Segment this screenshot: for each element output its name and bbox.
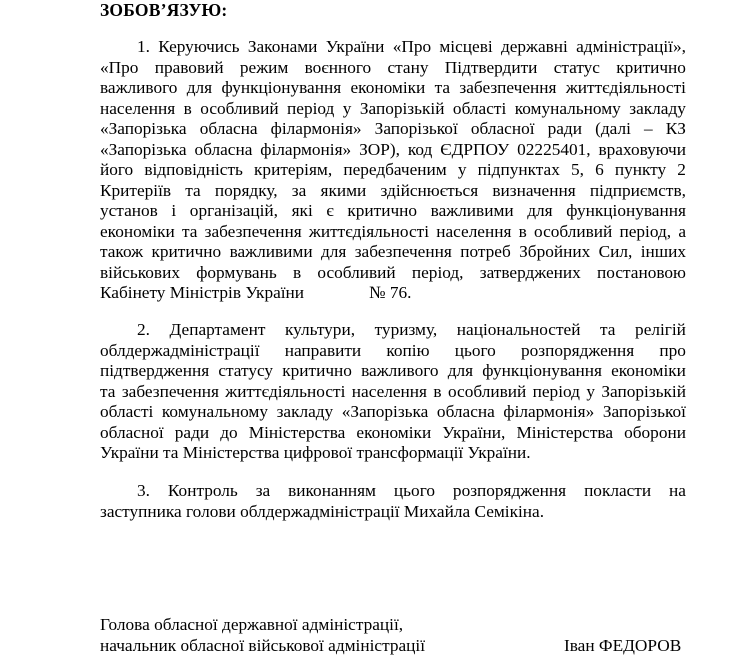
word: України <box>325 37 385 56</box>
word: забезпечення <box>204 221 302 241</box>
word: важливого <box>361 361 439 380</box>
word: а <box>678 221 686 241</box>
word: та <box>100 381 116 401</box>
word: важливими <box>430 201 514 220</box>
word: ЄДРПОУ <box>440 139 510 159</box>
word: 3. <box>137 481 150 500</box>
word: у <box>342 98 352 118</box>
word: обласна <box>194 139 253 159</box>
cabinet-text: Кабінету Міністрів України <box>100 283 305 302</box>
word: «Запорізька <box>341 402 429 421</box>
word: обласна <box>199 119 258 138</box>
paragraph-line <box>100 341 686 362</box>
word: населення <box>100 98 176 118</box>
paragraph-line <box>100 78 686 99</box>
word: філармонія» <box>270 119 362 138</box>
word: визначення <box>492 180 576 200</box>
word: установ <box>100 201 158 220</box>
word: формувань <box>196 262 277 282</box>
word: обласної <box>470 119 535 138</box>
word: (далі <box>595 119 631 138</box>
word: Запорізької <box>374 119 458 138</box>
word: КЗ <box>665 119 686 138</box>
word: Департамент <box>169 320 266 339</box>
word: релігій <box>635 320 686 339</box>
word: Підтвердити <box>444 57 538 77</box>
paragraph-last-line <box>100 283 686 304</box>
word: культури, <box>284 320 356 339</box>
paragraph-line <box>100 382 686 403</box>
word: які <box>291 201 313 220</box>
word: функціонування <box>566 201 686 220</box>
paragraph-line <box>100 181 686 202</box>
word: про <box>659 340 686 360</box>
word: затверджених <box>479 262 581 282</box>
word: економіки <box>350 78 426 97</box>
word: Запорізької <box>602 402 686 421</box>
word: є <box>326 201 334 220</box>
signature-position <box>100 615 425 656</box>
word: «Про <box>392 37 432 56</box>
word: філармонія» <box>503 402 595 421</box>
word: Керуючись <box>158 37 240 56</box>
word: і <box>171 201 177 220</box>
paragraph-last-line: заступника голови облдержадміністрації Михайла Семікіна. <box>100 501 545 521</box>
word: області <box>100 402 154 421</box>
word: 5, <box>570 160 584 179</box>
word: враховуючи <box>598 139 686 159</box>
word: забезпечення <box>354 242 452 261</box>
paragraph-line <box>100 263 686 284</box>
word: та <box>185 180 201 200</box>
word: життєдіяльності <box>225 381 346 401</box>
word: 2. <box>137 320 150 339</box>
word: в <box>518 221 527 241</box>
order-heading: ЗОБОВ’ЯЗУЮ: <box>100 0 228 20</box>
word: «Запорізька <box>100 119 187 138</box>
word: в <box>433 381 442 401</box>
word: пункту <box>614 160 667 179</box>
word: Міністерства <box>516 422 614 442</box>
word: філармонія» <box>260 139 352 159</box>
word: для <box>186 78 213 97</box>
word: функціонування <box>221 78 342 97</box>
word: «Запорізька <box>100 139 187 159</box>
word: економіки <box>611 361 686 380</box>
paragraph-line <box>100 160 686 181</box>
word: Критеріїв <box>100 180 172 200</box>
word: державні <box>500 37 568 56</box>
word: забезпечення <box>121 381 219 401</box>
word: 02225401, <box>517 139 591 159</box>
word: цього <box>454 340 496 360</box>
word: життєдіяльності <box>565 78 686 97</box>
word: 6 <box>595 160 604 179</box>
word: важливого <box>100 78 178 97</box>
word: особливий <box>447 381 527 401</box>
word: обласної <box>100 422 164 442</box>
word: режим <box>239 57 289 77</box>
word: критично <box>151 242 222 261</box>
word: копію <box>386 340 430 360</box>
word: військових <box>100 262 180 282</box>
word: закладу <box>276 402 334 421</box>
word: розпорядження <box>452 481 567 500</box>
word: функціонування <box>482 361 602 380</box>
word: економіки <box>356 422 432 442</box>
word: закладу <box>629 98 686 118</box>
word: воєнного <box>304 57 372 77</box>
word: період, <box>619 221 672 241</box>
word: статус <box>553 57 600 77</box>
paragraph-line <box>100 361 686 382</box>
paragraph-2 <box>100 320 686 464</box>
word: стану <box>387 57 429 77</box>
word: підтвердження <box>100 361 210 380</box>
paragraph-line <box>100 222 686 243</box>
paragraph-line <box>100 402 686 423</box>
word: код <box>407 139 433 159</box>
word: у <box>586 381 595 401</box>
word: здійснюється <box>380 180 479 200</box>
word: критеріям, <box>254 160 333 179</box>
word: Запорізькій <box>601 381 686 401</box>
word: підпунктах <box>477 160 560 179</box>
word: та <box>434 78 451 97</box>
paragraph-line <box>100 423 686 444</box>
word: важливими <box>229 242 313 261</box>
word: національностей <box>456 320 581 339</box>
word: період <box>287 98 335 118</box>
word: постановою <box>597 262 686 282</box>
signature-position-line-2: начальник обласної військової адміністрації <box>100 635 426 655</box>
word: на <box>669 481 686 500</box>
word: передбаченим <box>343 160 447 179</box>
word: правовий <box>154 57 224 77</box>
paragraph-line <box>100 119 686 140</box>
word: населення <box>436 221 512 241</box>
word: адміністрації», <box>576 37 686 56</box>
word: відповідність <box>144 160 243 179</box>
word: якими <box>320 180 367 200</box>
word: оборони <box>624 422 686 442</box>
word: Збройних <box>519 242 591 261</box>
paragraph-line <box>100 140 686 161</box>
word: та <box>181 221 198 241</box>
word: у <box>457 160 467 179</box>
word: до <box>220 422 238 442</box>
paragraph-line <box>100 37 686 58</box>
word: та <box>600 320 616 339</box>
word: області <box>452 98 507 118</box>
word: забезпечення <box>459 78 557 97</box>
word: – <box>643 119 653 138</box>
word: розпорядження <box>521 340 635 360</box>
word: особливий <box>317 262 396 282</box>
word: 2 <box>677 160 686 179</box>
signature-position-line-1: Голова обласної державної адміністрації, <box>100 615 404 634</box>
word: комунальному <box>514 98 621 118</box>
word: Запорізькій <box>359 98 445 118</box>
word: України, <box>442 422 506 442</box>
word: ради <box>174 422 210 442</box>
paragraph-line <box>100 242 686 263</box>
paragraph-line <box>100 201 686 222</box>
paragraph-line <box>100 320 686 341</box>
word: особливий <box>534 221 613 241</box>
word: цього <box>393 481 435 500</box>
word: критично <box>347 201 418 220</box>
word: особливий <box>200 98 279 118</box>
word: Міністерства <box>248 422 346 442</box>
word: період <box>532 381 580 401</box>
word: в <box>183 98 192 118</box>
word: направити <box>284 340 362 360</box>
word: критично <box>616 57 686 77</box>
word: «Про <box>100 57 139 77</box>
paragraph-line <box>100 481 686 502</box>
paragraph-line <box>100 99 686 120</box>
word: Сил, <box>598 242 633 261</box>
word: для <box>447 361 474 380</box>
word: статусу <box>218 361 274 380</box>
word: економіки <box>100 221 175 241</box>
word: порядку, <box>214 180 278 200</box>
word: ЗОР), <box>359 139 400 159</box>
word: підприємств, <box>589 180 686 200</box>
word: Законами <box>247 37 318 56</box>
word: населення <box>351 381 428 401</box>
word: покласти <box>584 481 652 500</box>
paragraph-1 <box>100 37 686 304</box>
word: комунальному <box>161 402 269 421</box>
word: його <box>100 160 134 179</box>
word: ради <box>547 119 582 138</box>
word: обласна <box>436 402 495 421</box>
word: потреб <box>460 242 511 261</box>
word: за <box>291 180 307 200</box>
word: місцеві <box>439 37 493 56</box>
word: критично <box>282 361 352 380</box>
signatory-name: Іван ФЕДОРОВ <box>564 635 682 655</box>
decree-number: № 76. <box>369 283 412 302</box>
word: облдержадміністрації <box>100 340 260 360</box>
word: для <box>527 201 553 220</box>
word: період, <box>411 262 464 282</box>
word: для <box>320 242 347 261</box>
word: в <box>292 262 302 282</box>
word: організацій, <box>189 201 279 220</box>
word: інших <box>640 242 686 261</box>
paragraph-3 <box>100 481 686 522</box>
word: також <box>100 242 144 261</box>
word: за <box>255 481 271 500</box>
word: Контроль <box>167 481 238 500</box>
word: 1. <box>137 37 150 56</box>
paragraph-last-line: України та Міністерства цифрової трансформації України. <box>100 443 531 462</box>
paragraph-line <box>100 58 686 79</box>
word: виконанням <box>288 481 376 500</box>
word: туризму, <box>374 320 438 339</box>
word: життєдіяльності <box>308 221 430 241</box>
